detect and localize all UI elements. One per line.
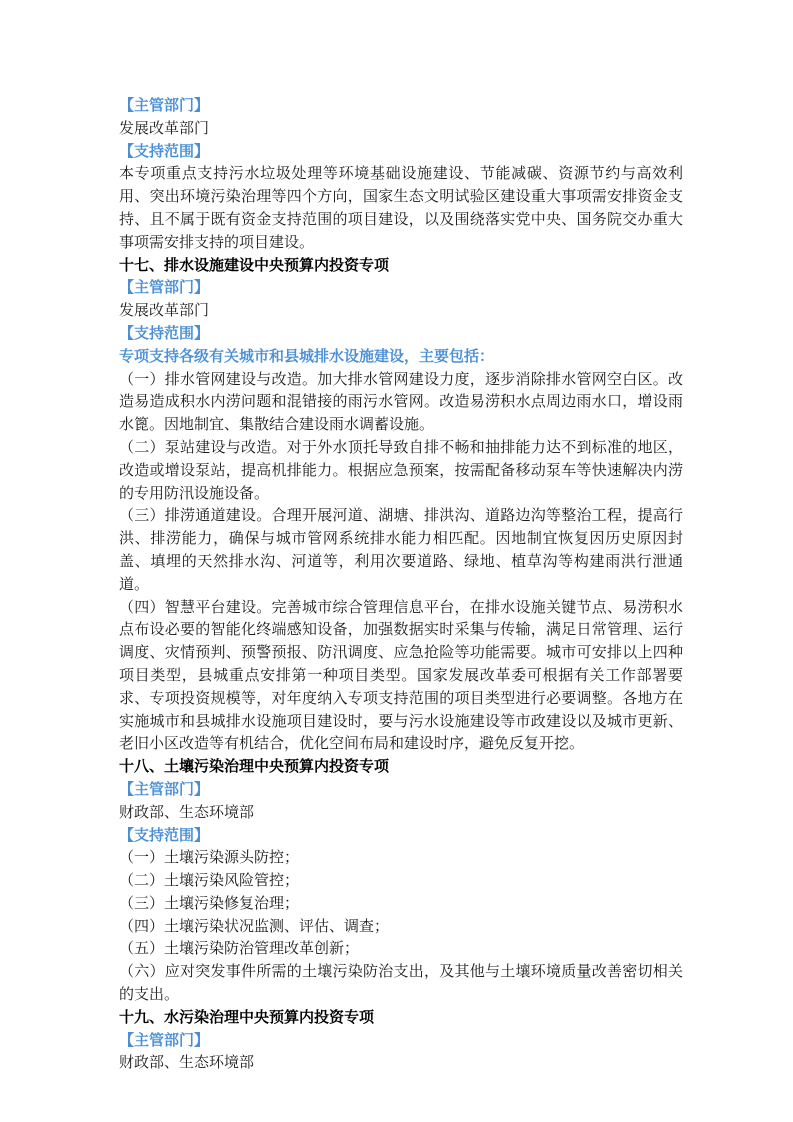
dept-text: 发展改革部门 <box>119 301 210 320</box>
dept-tag: 【主管部门】 <box>119 1030 210 1049</box>
scope-paragraph: （三）排涝通道建设。合理开展河道、湖塘、排洪沟、道路边沟等整治工程，提高行洪、排涝能力，确保与城市管网系统排水能力相匹配。因地制宜恢复因历史原因封盖、填埋的天然排水沟、河道等，利用次要道路、绿地、植草沟等构建雨洪行泄通道。 <box>119 506 683 593</box>
list-item: （四）土壤污染状况监测、评估、调查； <box>119 916 390 935</box>
dept-text: 发展改革部门 <box>119 118 210 137</box>
dept-tag: 【主管部门】 <box>119 779 210 798</box>
scope-tag: 【支持范围】 <box>119 825 210 844</box>
list-item: （三）土壤污染修复治理； <box>119 893 300 912</box>
list-item: （二）土壤污染风险管控； <box>119 871 300 890</box>
scope-paragraph: （二）泵站建设与改造。对于外水顶托导致自排不畅和抽排能力达不到标准的地区，改造或增设泵站，提高机排能力。根据应急预案，按需配备移动泵车等快速解决内涝的专用防汛设施设备。 <box>119 437 683 502</box>
list-item: （一）土壤污染源头防控； <box>119 848 300 867</box>
list-item: （五）土壤污染防治管理改革创新； <box>119 939 360 958</box>
scope-lead: 专项支持各级有关城市和县城排水设施建设，主要包括： <box>119 346 495 365</box>
scope-text: 本专项重点支持污水垃圾处理等环境基础设施建设、节能减碳、资源节约与高效利用、突出环境污染治理等四个方向，国家生态文明试验区建设重大事项需安排资金支持、且不属于既有资金支持范围的项目建设，以及围绕落实党中央、国务院交办重大事项需安排支持的项目建设。 <box>119 164 683 251</box>
section-heading: 十七、排水设施建设中央预算内投资专项 <box>119 255 390 274</box>
list-item: （六）应对突发事件所需的土壤污染防治支出，及其他与土壤环境质量改善密切相关的支出。 <box>119 962 683 1004</box>
scope-tag: 【支持范围】 <box>119 323 210 342</box>
scope-paragraph: （一）排水管网建设与改造。加大排水管网建设力度，逐步消除排水管网空白区。改造易造成积水内涝问题和混错接的雨污水管网。改造易涝积水点周边雨水口，增设雨水篦。因地制宜、集散结合建设雨水调蓄设施。 <box>119 369 683 434</box>
dept-tag: 【主管部门】 <box>119 278 210 297</box>
section-heading: 十九、水污染治理中央预算内投资专项 <box>119 1007 375 1026</box>
dept-tag: 【主管部门】 <box>119 96 210 114</box>
scope-tag: 【支持范围】 <box>119 141 210 160</box>
document-page <box>119 94 683 1074</box>
dept-text: 财政部、生态环境部 <box>119 802 255 821</box>
section-heading: 十八、土壤污染治理中央预算内投资专项 <box>119 757 390 776</box>
dept-text: 财政部、生态环境部 <box>119 1053 255 1072</box>
scope-paragraph: （四）智慧平台建设。完善城市综合管理信息平台，在排水设施关键节点、易涝积水点布设必要的智能化终端感知设备，加强数据实时采集与传输，满足日常管理、运行调度、灾情预判、预警预报、防汛调度、应急抢险等功能需要。城市可安排以上四种项目类型，县城重点安排第一种项目类型。国家发展改革委可根据有关工作部署要求、专项投资规模等，对年度纳入专项支持范围的项目类型进行必要调整。各地方在实施城市和县城排水设施项目建设时，要与污水设施建设等市政建设以及城市更新、老旧小区改造等有机结合，优化空间布局和建设时序，避免反复开挖。 <box>119 597 683 753</box>
